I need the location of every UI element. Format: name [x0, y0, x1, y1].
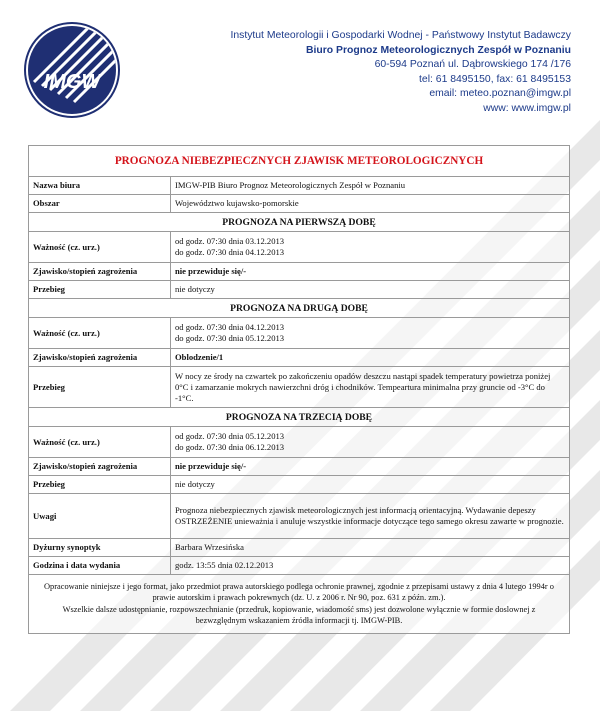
website[interactable]: www: www.imgw.pl	[483, 102, 571, 114]
phone-fax: tel: 61 8495150, fax: 61 8495153	[419, 73, 571, 85]
logo-text: IMGW	[43, 71, 101, 93]
footer-distribution-text: Wszelkie dalsze udostępnianie, rozpowszechnianie (przedruk, kopiowanie, wiadomość sms) jest dozwolone wyłącznie w formie doslownej z bezwzględnym wskazaniem źródła informacji tj. IMGW-PIB.	[62, 604, 536, 626]
office-name: Biuro Prognoz Meteorologicznych Zespół w Poznaniu	[306, 44, 571, 56]
day3-phenomenon-label: Zjawisko/stopień zagrożenia	[29, 458, 171, 476]
day1-course-label: Przebieg	[29, 281, 171, 299]
day2-validity-to: do godz. 07:30 dnia 05.12.2013	[175, 333, 285, 343]
day1-validity-to: do godz. 07:30 dnia 04.12.2013	[175, 247, 285, 257]
day2-phenomenon-label: Zjawisko/stopień zagrożenia	[29, 349, 171, 367]
duty-value: Barbara Wrzesińska	[171, 539, 570, 557]
document-title: PROGNOZA NIEBEZPIECZNYCH ZJAWISK METEOROLOGICZNYCH	[29, 146, 570, 177]
imgw-logo	[24, 22, 120, 118]
address: 60-594 Poznań ul. Dąbrowskiego 174 /176	[374, 59, 571, 71]
day1-heading: PROGNOZA NA PIERWSZĄ DOBĘ	[29, 213, 570, 232]
day3-validity-value	[171, 427, 570, 458]
day3-course-label: Przebieg	[29, 476, 171, 494]
day2-heading: PROGNOZA NA DRUGĄ DOBĘ	[29, 299, 570, 318]
office-label: Nazwa biura	[29, 177, 171, 195]
email[interactable]: email: meteo.poznan@imgw.pl	[429, 88, 571, 100]
area-label: Obszar	[29, 195, 171, 213]
issued-value: godz. 13:55 dnia 02.12.2013	[171, 557, 570, 575]
day2-validity-value	[171, 318, 570, 349]
day1-validity-from: od godz. 07:30 dnia 03.12.2013	[175, 236, 285, 246]
day2-course-value: W nocy ze środy na czwartek po zakończeniu opadów deszczu nastąpi spadek temperatury powietrza poniżej 0°C i zamarzanie mokrych nawierzchni dróg i chodników. Tempeartura minimalna przy gruncie od -3°C do -1°C.	[171, 367, 570, 408]
day3-phenomenon-value: nie przewiduje się/-	[171, 458, 570, 476]
day1-phenomenon-value: nie przewiduje się/-	[171, 263, 570, 281]
day3-validity-from: od godz. 07:30 dnia 05.12.2013	[175, 431, 285, 441]
institute-header	[230, 29, 571, 117]
day3-validity-to: do godz. 07:30 dnia 06.12.2013	[175, 442, 285, 452]
institute-name: Instytut Meteorologii i Gospodarki Wodnej - Państwowy Instytut Badawczy	[230, 30, 571, 41]
day2-course-label: Przebieg	[29, 367, 171, 408]
day1-phenomenon-label: Zjawisko/stopień zagrożenia	[29, 263, 171, 281]
footer-copyright-text: Opracowanie niniejsze i jego format, jako przedmiot prawa autorskiego podlega ochronie prawnej, zgodnie z przepisami ustawy z dnia 4 lutego 1994r o prawie autorskim i prawach pokrewnych (dz. U. z 2006 r. Nr 90, poz. 631 z późn. zm.).	[43, 582, 554, 603]
day2-validity-label: Ważność (cz. urz.)	[29, 318, 171, 349]
day2-validity-from: od godz. 07:30 dnia 04.12.2013	[175, 322, 285, 332]
day3-heading: PROGNOZA NA TRZECIĄ DOBĘ	[29, 408, 570, 427]
day1-course-value: nie dotyczy	[171, 281, 570, 299]
remarks-label: Uwagi	[29, 494, 171, 539]
day3-validity-label: Ważność (cz. urz.)	[29, 427, 171, 458]
issued-label: Godzina i data wydania	[29, 557, 171, 575]
remarks-value: Prognoza niebezpiecznych zjawisk meteorologicznych jest informacją orientacyjną. Wydawanie depeszy OSTRZEŻENIE unieważnia i anuluje wszystkie informacje dotyczące tego samego okresu zawarte w prognozie.	[171, 494, 570, 539]
copyright-footer	[29, 575, 570, 634]
office-value: IMGW-PIB Biuro Prognoz Meteorologicznych Zespół w Poznaniu	[171, 177, 570, 195]
area-value: Województwo kujawsko-pomorskie	[171, 195, 570, 213]
day1-validity-label: Ważność (cz. urz.)	[29, 232, 171, 263]
forecast-table	[28, 145, 570, 634]
day2-phenomenon-value: Oblodzenie/1	[171, 349, 570, 367]
duty-label: Dyżurny synoptyk	[29, 539, 171, 557]
day3-course-value: nie dotyczy	[171, 476, 570, 494]
day1-validity-value	[171, 232, 570, 263]
